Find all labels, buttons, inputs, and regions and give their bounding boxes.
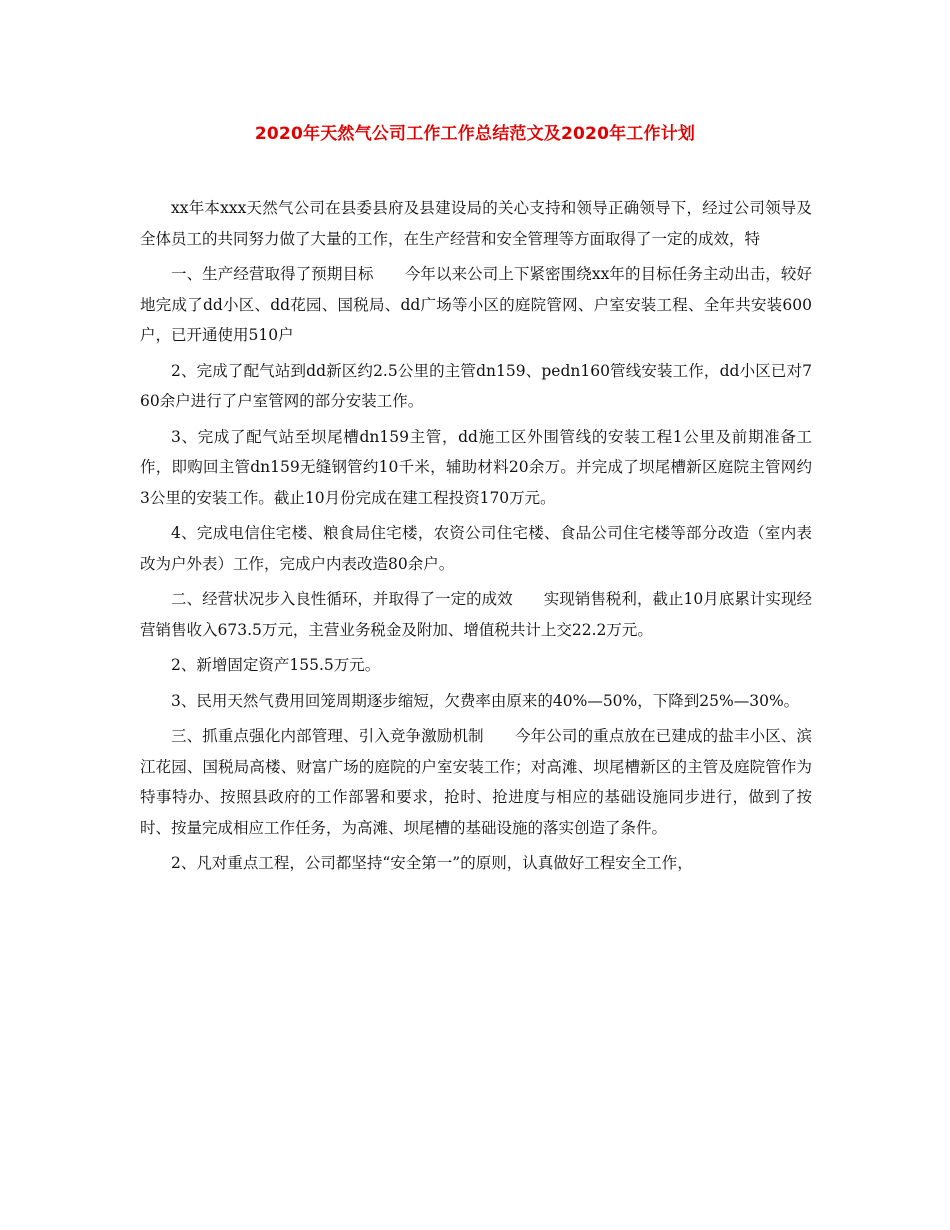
document-title: 2020年天然气公司工作工作总结范文及2020年工作计划 [254,124,696,144]
document-body [140,193,812,884]
paragraph: 3、完成了配气站至坝尾槽dn159主管，dd施工区外围管线的安装工程1公里及前期准备工作，即购回主管dn159无缝钢管约10千米，辅助材料20余万。并完成了坝尾槽新区庭院主管网约3公里的安装工作。截止10月份完成在建工程投资170万元。 [140,427,812,507]
paragraph: 2、凡对重点工程，公司都坚持“安全第一”的原则，认真做好工程安全工作， [171,854,693,872]
paragraph: 一、生产经营取得了预期目标 今年以来公司上下紧密围绕xx年的目标任务主动出击，较好地完成了dd小区、dd花园、国税局、dd广场等小区的庭院管网、户室安装工程、全年共安装600户，已开通使用510户 [140,265,812,344]
paragraph: 4、完成电信住宅楼、粮食局住宅楼，农资公司住宅楼、食品公司住宅楼等部分改造（室内表改为户外表）工作，完成户内表改造80余户。 [140,524,812,573]
paragraph: 2、完成了配气站到dd新区约2.5公里的主管dn159、pedn160管线安装工作，dd小区已对760余户进行了户室管网的部分安装工作。 [140,361,812,410]
paragraph: xx年本xxx天然气公司在县委县府及县建设局的关心支持和领导正确领导下，经过公司领导及全体员工的共同努力做了大量的工作，在生产经营和安全管理等方面取得了一定的成效，特 [140,199,812,248]
paragraph: 三、抓重点强化内部管理、引入竞争激励机制 今年公司的重点放在已建成的盐丰小区、滨江花园、国税局高楼、财富广场的庭院的户室安装工作；对高滩、坝尾槽新区的主管及庭院管作为特事特办、按照县政府的工作部署和要求，抢时、抢进度与相应的基础设施同步进行，做到了按时、按量完成相应工作任务，为高滩、坝尾槽的基础设施的落实创造了条件。 [140,727,812,837]
paragraph: 二、经营状况步入良性循环，并取得了一定的成效 实现销售税利，截止10月底累计实现经营销售收入673.5万元，主营业务税金及附加、增值税共计上交22.2万元。 [140,590,812,639]
paragraph: 3、民用天然气费用回笼周期逐步缩短，欠费率由原来的40%—50%，下降到25%—30%。 [171,691,800,710]
paragraph: 2、新增固定资产155.5万元。 [171,656,381,674]
